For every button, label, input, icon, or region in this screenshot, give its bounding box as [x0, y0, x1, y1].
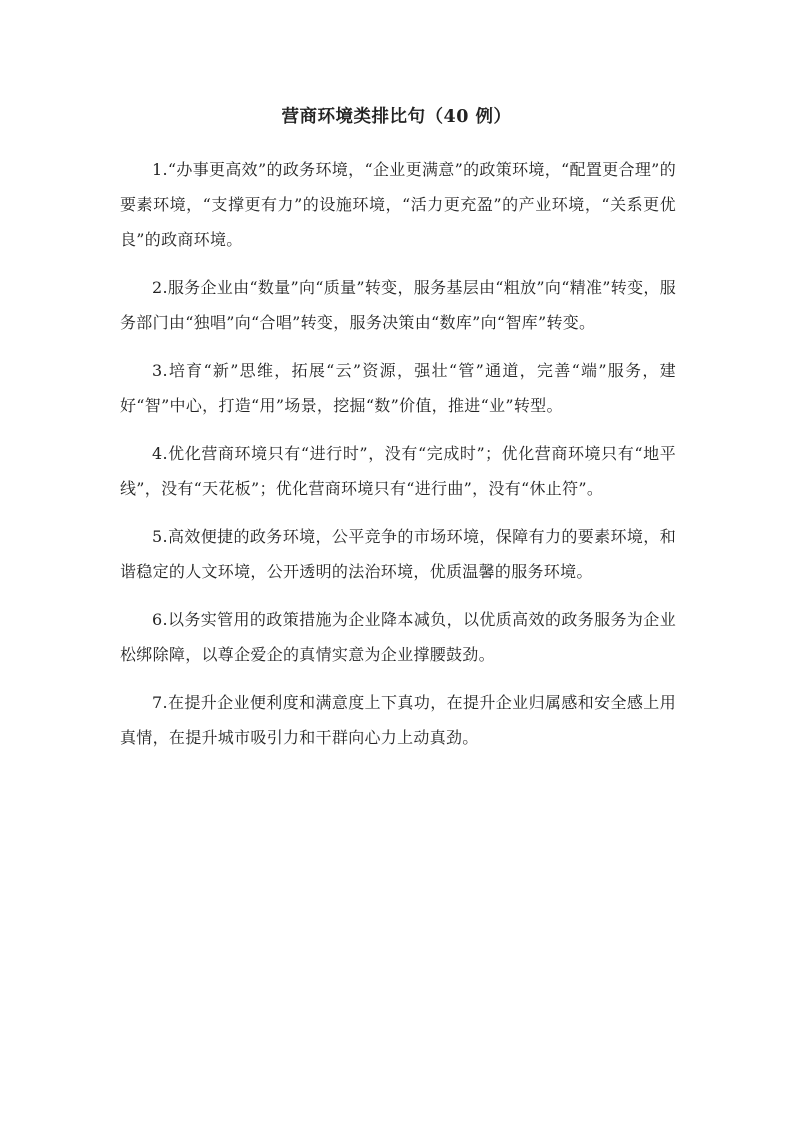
paragraph-5: 5.高效便捷的政务环境，公平竞争的市场环境，保障有力的要素环境，和谐稳定的人文环境，公开透明的法治环境，优质温馨的服务环境。 — [120, 527, 676, 581]
paragraph-1: 1.“办事更高效”的政务环境，“企业更满意”的政策环境，“配置更合理”的要素环境，“支撑更有力”的设施环境，“活力更充盈”的产业环境，“关系更优良”的政商环境。 — [120, 160, 676, 249]
paragraph-6: 6.以务实管用的政策措施为企业降本减负，以优质高效的政务服务为企业松绑除障，以尊企爱企的真情实意为企业撑腰鼓劲。 — [120, 610, 676, 664]
paragraph-7: 7.在提升企业便利度和满意度上下真功，在提升企业归属感和安全感上用真情，在提升城市吸引力和干群向心力上动真劲。 — [120, 693, 676, 747]
document-title: 营商环境类排比句（40 例） — [281, 107, 512, 127]
paragraph-3: 3.培育“新”思维，拓展“云”资源，强壮“管”通道，完善“端”服务，建好“智”中心，打造“用”场景，挖掘“数”价值，推进“业”转型。 — [120, 361, 676, 415]
document-body — [120, 152, 676, 768]
paragraph-2: 2.服务企业由“数量”向“质量”转变，服务基层由“粗放”向“精准”转变，服务部门由“独唱”向“合唱”转变，服务决策由“数库”向“智库”转变。 — [120, 278, 676, 332]
paragraph-4: 4.优化营商环境只有“进行时”，没有“完成时”；优化营商环境只有“地平线”，没有“天花板”；优化营商环境只有“进行曲”，没有“休止符”。 — [120, 444, 676, 498]
